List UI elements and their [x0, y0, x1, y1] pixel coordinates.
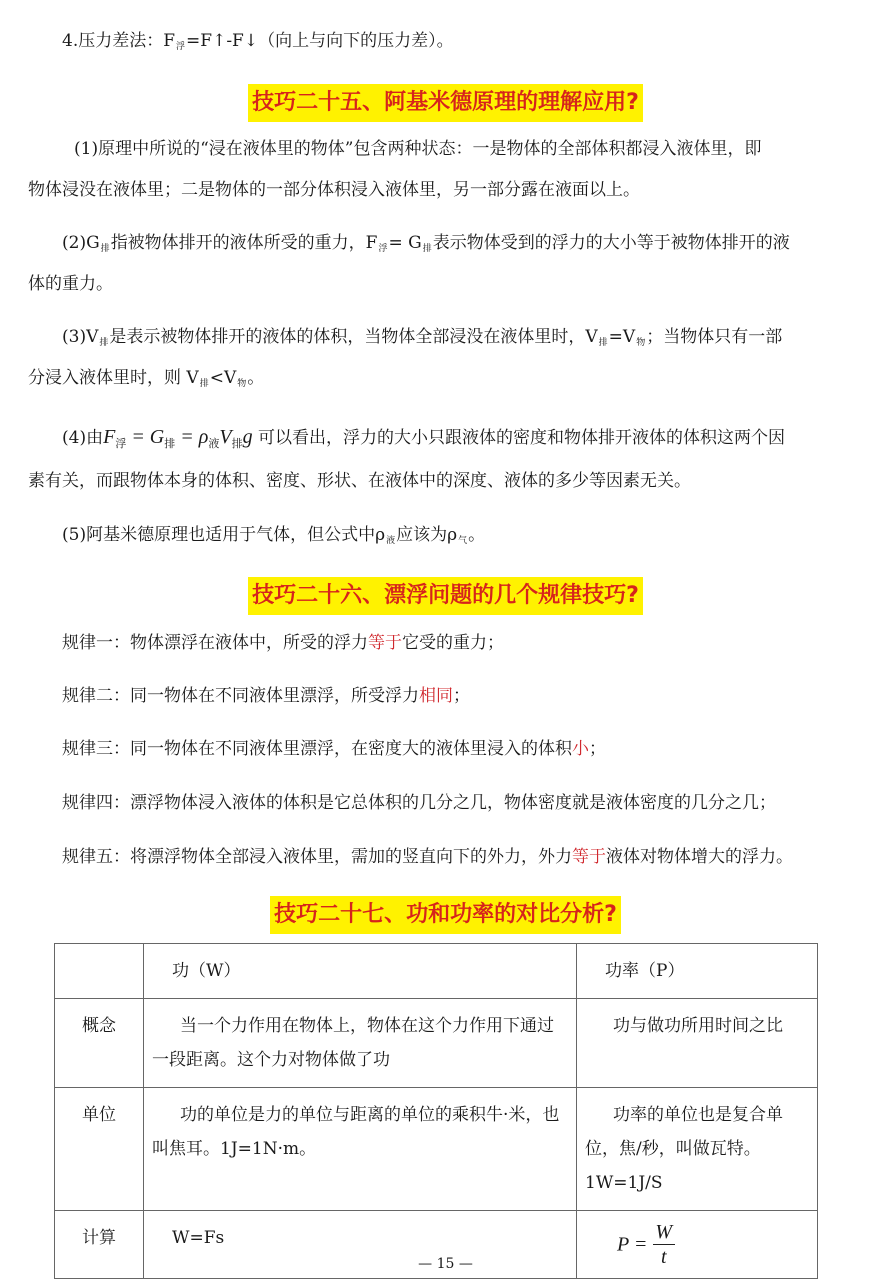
header-work: 功（W） — [144, 944, 577, 999]
row-label: 单位 — [55, 1088, 144, 1211]
fraction-denominator: t — [660, 1246, 667, 1268]
para-25-3b: 分浸入液体里时，则 $V_排<V_物$。 — [28, 368, 265, 389]
work-cell: 当一个力作用在物体上，物体在这个力作用下通过一段距离。这个力对物体做了功 — [144, 999, 577, 1088]
work-power-table — [54, 943, 818, 1279]
section-25-title: 技巧二十五、阿基米德原理的理解应用? — [0, 84, 891, 122]
section-27-title: 技巧二十七、功和功率的对比分析? — [0, 896, 891, 934]
power-cell: 功率的单位也是复合单位，焦/秒，叫做瓦特。1W=1J/S — [577, 1088, 818, 1211]
para-25-4a: (4)由$F_浮 = G_排 = \rho_液V_排g$ 可以看出，浮力的大小只跟液体的密度和物体排开液体的体积这两个因 — [62, 426, 785, 450]
para-25-2b: 体的重力。 — [28, 274, 113, 294]
power-formula-lhs: P = — [617, 1233, 648, 1256]
para-25-1b: 物体浸没在液体里；二是物体的一部分体积浸入液体里，另一部分露在液面以上。 — [28, 180, 640, 200]
rule-1: 规律一：物体漂浮在液体中，所受的浮力等于它受的重力； — [62, 633, 504, 653]
para-25-1a: (1)原理中所说的“浸在液体里的物体”包含两种状态：一是物体的全部体积都浸入液体里，即 — [74, 139, 762, 159]
buoyancy-formula: $F_浮 = G_排 = \rho_液V_排g$ — [103, 426, 253, 450]
para-25-2a: $(2)G_排$指被物体排开的液体所受的重力，$F_浮= G_排$表示物体受到的浮力的大小等于被物体排开的液 — [62, 233, 790, 254]
rule-4: 规律四：漂浮物体浸入液体的体积是它总体积的几分之几，物体密度就是液体密度的几分之几； — [62, 793, 776, 813]
section-26-title: 技巧二十六、漂浮问题的几个规律技巧? — [0, 577, 891, 615]
page-number: — 15 — — [418, 1256, 473, 1272]
header-power: 功率（P） — [577, 944, 818, 999]
rule-2: 规律二：同一物体在不同液体里漂浮，所受浮力相同； — [62, 686, 470, 706]
table-row — [55, 1088, 818, 1211]
para-25-3a: $(3)V_排$是表示被物体排开的液体的体积，当物体全部浸没在液体里时，$V_排=V_物$；当物体只有一部 — [62, 327, 783, 348]
para-25-5: (5)阿基米德原理也适用于气体，但公式中$\rho_液$应该为$\rho_气$。 — [62, 525, 486, 546]
rule-5: 规律五：将漂浮物体全部浸入液体里，需加的竖直向下的外力，外力等于液体对物体增大的浮力。 — [62, 847, 793, 867]
power-cell: 功与做功所用时间之比 — [577, 999, 818, 1088]
method-4: 4.压力差法：$F_浮=F↑-F↓$（向上与向下的压力差）。 — [62, 31, 454, 52]
work-cell: 功的单位是力的单位与距离的单位的乘积牛·米，也叫焦耳。1J=1N·m。 — [144, 1088, 577, 1211]
table-row — [55, 999, 818, 1088]
para-25-4b: 素有关，而跟物体本身的体积、密度、形状、在液体中的深度、液体的多少等因素无关。 — [28, 471, 691, 491]
rule-3: 规律三：同一物体在不同液体里漂浮，在密度大的液体里浸入的体积小； — [62, 739, 606, 759]
work-cell: W=Fs — [144, 1211, 577, 1279]
table-corner-cell — [55, 944, 144, 999]
row-label: 概念 — [55, 999, 144, 1088]
table-header-row — [55, 944, 818, 999]
fraction-numerator: W — [655, 1221, 673, 1243]
fraction-bar — [653, 1244, 675, 1245]
row-label: 计算 — [55, 1211, 144, 1279]
